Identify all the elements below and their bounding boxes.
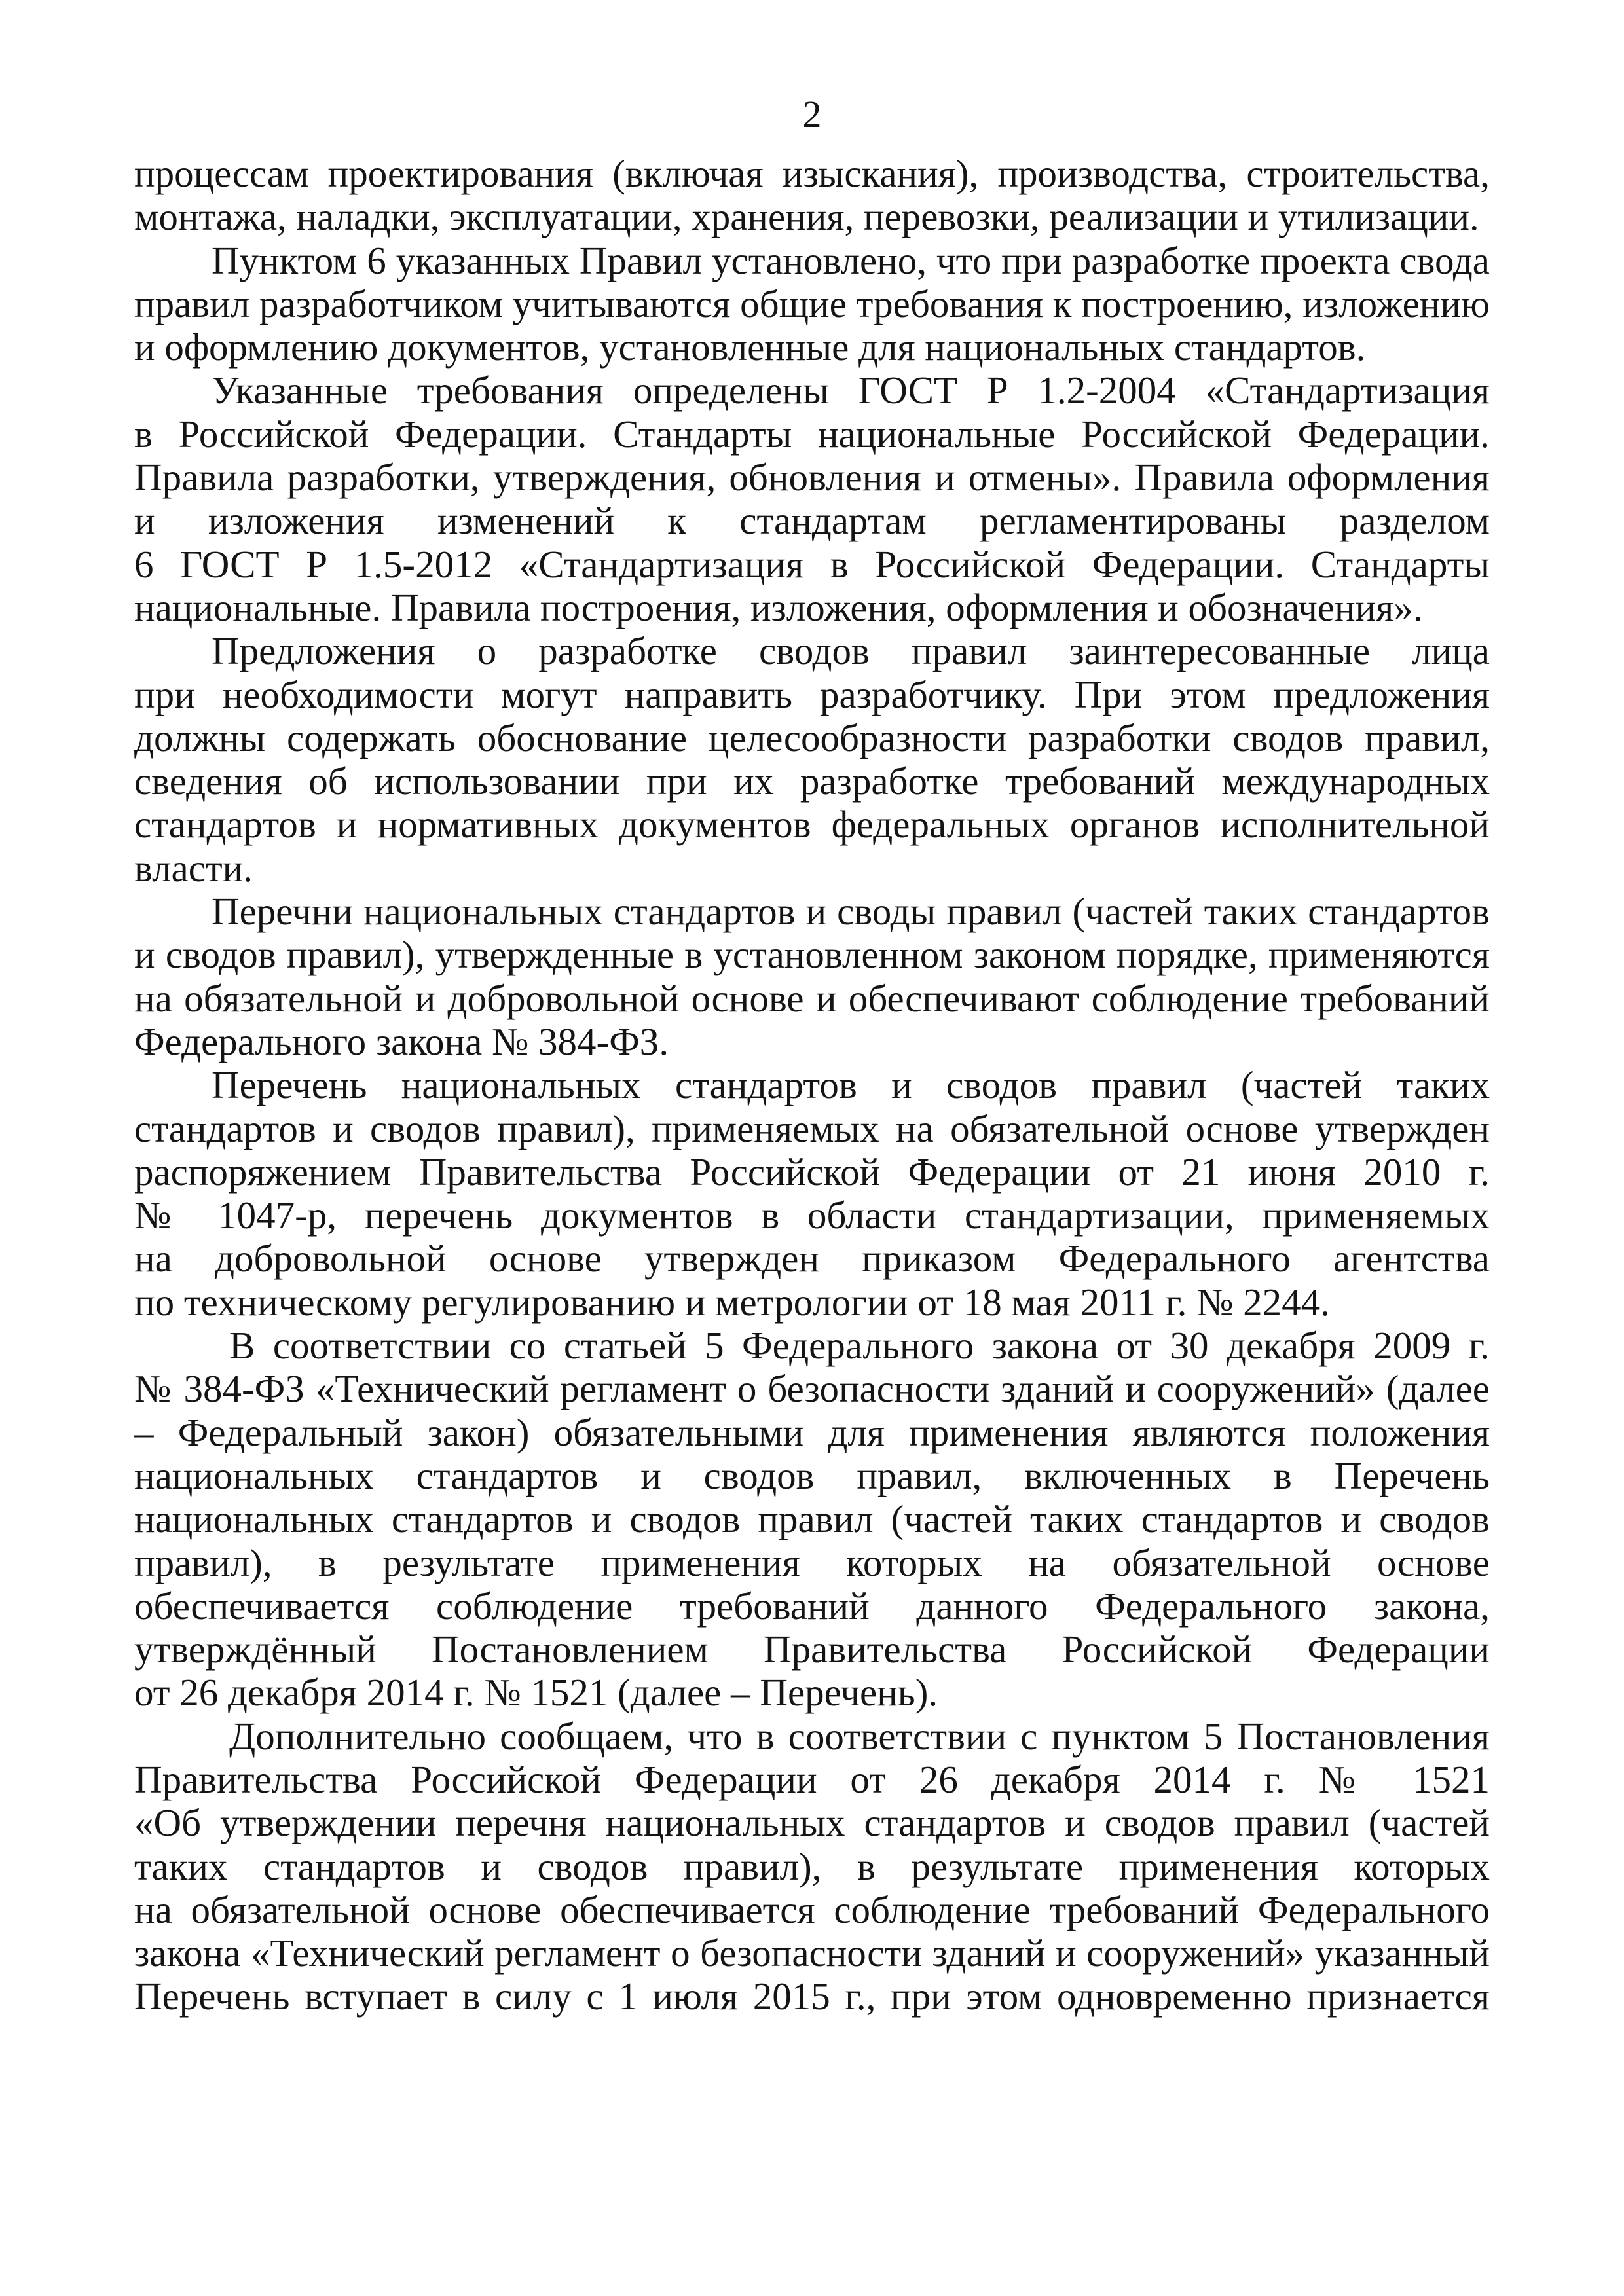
text-line: и сводов правил), утвержденные в установленном законом порядке, применяются bbox=[134, 933, 1490, 977]
text-line: монтажа, наладки, эксплуатации, хранения, перевозки, реализации и утилизации. bbox=[134, 195, 1479, 239]
text-line: стандартов и нормативных документов федеральных органов исполнительной bbox=[134, 803, 1490, 847]
paragraph bbox=[134, 239, 1490, 369]
text-line: обеспечивается соблюдение требований данного Федерального закона, bbox=[134, 1584, 1490, 1628]
document-body bbox=[134, 152, 1490, 2018]
text-line: Предложения о разработке сводов правил заинтересованные лица bbox=[212, 629, 1490, 673]
page-number: 2 bbox=[802, 93, 822, 136]
text-line: сведения об использовании при их разработке требований международных bbox=[134, 759, 1490, 803]
text-line: распоряжением Правительства Российской Федерации от 21 июня 2010 г. bbox=[134, 1150, 1490, 1194]
text-line: на обязательной и добровольной основе и обеспечивают соблюдение требований bbox=[134, 976, 1490, 1020]
text-line: В соответствии со статьей 5 Федерального закона от 30 декабря 2009 г. bbox=[229, 1324, 1490, 1368]
text-line: Дополнительно сообщаем, что в соответствии с пунктом 5 Постановления bbox=[229, 1714, 1490, 1758]
paragraph bbox=[134, 1324, 1490, 1715]
paragraph bbox=[134, 152, 1490, 239]
text-line: процессам проектирования (включая изыскания), производства, строительства, bbox=[134, 152, 1490, 195]
paragraph bbox=[134, 1715, 1490, 2018]
text-line: Перечень вступает в силу с 1 июля 2015 г., при этом одновременно признается bbox=[134, 1975, 1490, 2018]
text-line: Пунктом 6 указанных Правил установлено, что при разработке проекта свода bbox=[212, 238, 1490, 282]
text-line: в Российской Федерации. Стандарты национальные Российской Федерации. bbox=[134, 412, 1490, 456]
paragraph bbox=[134, 369, 1490, 629]
text-line: и оформлению документов, установленные для национальных стандартов. bbox=[134, 325, 1366, 369]
paragraph bbox=[134, 629, 1490, 890]
text-line: национальных стандартов и сводов правил (частей таких стандартов и сводов bbox=[134, 1497, 1490, 1541]
text-line: на добровольной основе утвержден приказом Федерального агентства bbox=[134, 1237, 1490, 1281]
text-line: по техническому регулированию и метрологии от 18 мая 2011 г. № 2244. bbox=[134, 1280, 1330, 1324]
text-line: № 1047-р, перечень документов в области стандартизации, применяемых bbox=[134, 1194, 1490, 1237]
text-line: Правила разработки, утверждения, обновления и отмены». Правила оформления bbox=[134, 456, 1490, 500]
paragraph bbox=[134, 890, 1490, 1063]
text-line: должны содержать обоснование целесообразности разработки сводов правил, bbox=[134, 716, 1490, 759]
text-line: власти. bbox=[134, 846, 253, 890]
text-line: национальные. Правила построения, изложения, оформления и обозначения». bbox=[134, 585, 1423, 629]
text-line: № 384-ФЗ «Технический регламент о безопасности зданий и сооружений» (далее bbox=[134, 1367, 1490, 1411]
text-line: правил разработчиком учитываются общие требования к построению, изложению bbox=[134, 282, 1490, 325]
paragraph bbox=[134, 1063, 1490, 1324]
text-line: – Федеральный закон) обязательными для применения являются положения bbox=[134, 1410, 1490, 1454]
text-line: Указанные требования определены ГОСТ Р 1.2-2004 «Стандартизация bbox=[212, 369, 1490, 412]
text-line: закона «Технический регламент о безопасности зданий и сооружений» указанный bbox=[134, 1931, 1490, 1975]
text-line: Перечень национальных стандартов и сводов правил (частей таких bbox=[212, 1063, 1490, 1107]
text-line: стандартов и сводов правил), применяемых на обязательной основе утвержден bbox=[134, 1106, 1490, 1150]
text-line: таких стандартов и сводов правил), в результате применения которых bbox=[134, 1844, 1490, 1888]
text-line: правил), в результате применения которых на обязательной основе bbox=[134, 1540, 1490, 1584]
text-line: при необходимости могут направить разработчику. При этом предложения bbox=[134, 672, 1490, 716]
text-line: 6 ГОСТ Р 1.5-2012 «Стандартизация в Российской Федерации. Стандарты bbox=[134, 542, 1490, 586]
text-line: Перечни национальных стандартов и своды правил (частей таких стандартов bbox=[212, 890, 1490, 934]
text-line: и изложения изменений к стандартам регламентированы разделом bbox=[134, 499, 1490, 543]
text-line: утверждённый Постановлением Правительства Российской Федерации bbox=[134, 1628, 1490, 1671]
text-line: «Об утверждении перечня национальных стандартов и сводов правил (частей bbox=[134, 1801, 1490, 1845]
text-line: Правительства Российской Федерации от 26 декабря 2014 г. № 1521 bbox=[134, 1757, 1490, 1801]
text-line: Федерального закона № 384-ФЗ. bbox=[134, 1019, 669, 1063]
text-line: национальных стандартов и сводов правил, включенных в Перечень bbox=[134, 1453, 1490, 1497]
text-line: от 26 декабря 2014 г. № 1521 (далее – Перечень). bbox=[134, 1671, 938, 1715]
text-line: на обязательной основе обеспечивается соблюдение требований Федерального bbox=[134, 1887, 1490, 1931]
